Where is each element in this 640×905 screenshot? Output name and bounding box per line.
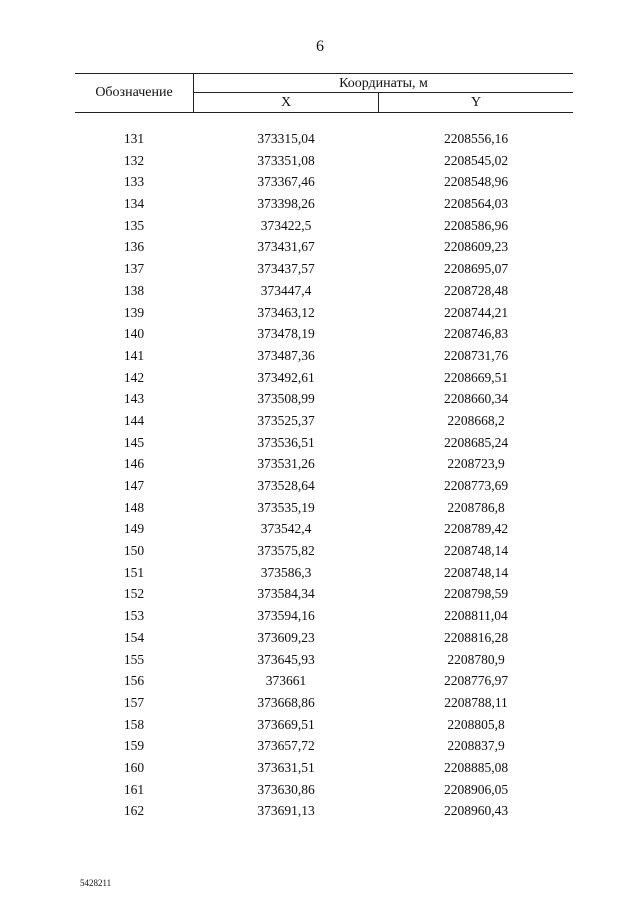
y-coordinate-cell: 2208805,8	[447, 716, 505, 732]
x-coordinate-cell: 373669,51	[257, 716, 315, 732]
table-row	[75, 410, 573, 432]
x-coordinate-cell: 373609,23	[257, 629, 315, 645]
x-coordinate-cell: 373525,37	[257, 412, 315, 428]
y-coordinate-cell: 2208798,59	[443, 586, 509, 602]
table-row	[75, 258, 573, 280]
designation-cell: 144	[123, 412, 145, 428]
y-coordinate-cell: 2208811,04	[444, 608, 508, 624]
x-coordinate-cell: 373594,16	[257, 608, 315, 624]
designation-cell: 158	[123, 716, 145, 732]
x-coordinate-cell: 373668,86	[257, 694, 315, 710]
x-coordinate-cell: 373447,4	[260, 282, 312, 298]
coordinates-table-body	[75, 128, 573, 822]
table-row	[75, 302, 573, 324]
table-row	[75, 323, 573, 345]
table-row	[75, 692, 573, 714]
table-row	[75, 735, 573, 757]
x-coordinate-cell: 373351,08	[257, 152, 315, 168]
designation-cell: 142	[123, 369, 145, 385]
table-row	[75, 627, 573, 649]
y-coordinate-cell: 2208660,34	[443, 391, 509, 407]
table-row	[75, 453, 573, 475]
x-coordinate-cell: 373631,51	[257, 759, 315, 775]
designation-cell: 146	[123, 456, 145, 472]
y-coordinate-cell: 2208685,24	[443, 434, 509, 450]
y-coordinate-cell: 2208668,2	[447, 412, 505, 428]
page-number: 6	[316, 38, 324, 55]
table-row	[75, 171, 573, 193]
table-row	[75, 518, 573, 540]
x-coordinate-cell: 373437,57	[257, 261, 315, 277]
designation-cell: 152	[123, 586, 145, 602]
table-row	[75, 367, 573, 389]
x-coordinate-cell: 373422,5	[260, 217, 312, 233]
table-row	[75, 475, 573, 497]
table-row	[75, 432, 573, 454]
table-row	[75, 388, 573, 410]
designation-cell: 148	[123, 499, 145, 515]
x-coordinate-cell: 373535,19	[257, 499, 315, 515]
table-row	[75, 605, 573, 627]
x-coordinate-cell: 373542,4	[260, 521, 312, 537]
designation-cell: 149	[123, 521, 145, 537]
table-row	[75, 562, 573, 584]
designation-cell: 135	[123, 217, 145, 233]
table-row	[75, 128, 573, 150]
x-coordinate-cell: 373315,04	[257, 131, 315, 146]
table-row	[75, 193, 573, 215]
table-row	[75, 497, 573, 519]
designation-cell: 132	[123, 152, 145, 168]
y-coordinate-cell: 2208789,42	[443, 521, 509, 537]
designation-cell: 136	[123, 239, 145, 255]
table-row	[75, 540, 573, 562]
x-coordinate-cell: 373531,26	[257, 456, 315, 472]
designation-cell: 162	[123, 803, 145, 819]
y-coordinate-cell: 2208564,03	[443, 196, 509, 212]
table-row	[75, 757, 573, 779]
coordinates-column-header: Координаты, м	[194, 75, 573, 93]
footer-code: 5428211	[80, 878, 112, 888]
x-coordinate-cell: 373492,61	[257, 369, 315, 385]
designation-cell: 131	[123, 131, 145, 146]
designation-cell: 137	[123, 261, 145, 277]
y-coordinate-cell: 2208816,28	[443, 629, 509, 645]
y-coordinate-cell: 2208669,51	[443, 369, 509, 385]
x-column-header: X	[194, 93, 379, 112]
y-coordinate-cell: 2208906,05	[443, 781, 509, 797]
x-coordinate-cell: 373584,34	[257, 586, 315, 602]
y-coordinate-cell: 2208788,11	[444, 694, 508, 710]
table-row	[75, 779, 573, 801]
x-coordinate-cell: 373691,13	[257, 803, 315, 819]
y-coordinate-cell: 2208786,8	[447, 499, 505, 515]
designation-cell: 153	[123, 608, 145, 624]
x-coordinate-cell: 373478,19	[257, 326, 315, 342]
y-coordinate-cell: 2208744,21	[443, 304, 509, 320]
x-coordinate-cell: 373398,26	[257, 196, 315, 212]
y-coordinate-cell: 2208548,96	[443, 174, 509, 190]
table-row	[75, 345, 573, 367]
table-row	[75, 714, 573, 736]
x-coordinate-cell: 373645,93	[257, 651, 315, 667]
y-coordinate-cell: 2208746,83	[443, 326, 509, 342]
x-coordinate-cell: 373431,67	[257, 239, 315, 255]
y-coordinate-cell: 2208776,97	[443, 673, 509, 689]
designation-cell: 139	[123, 304, 145, 320]
y-coordinate-cell: 2208545,02	[443, 152, 509, 168]
y-coordinate-cell: 2208695,07	[443, 261, 509, 277]
x-coordinate-cell: 373586,3	[260, 564, 312, 580]
y-coordinate-cell: 2208748,14	[443, 543, 509, 559]
y-coordinate-cell: 2208609,23	[443, 239, 509, 255]
designation-cell: 141	[123, 347, 145, 363]
table-row	[75, 215, 573, 237]
y-column-header: Y	[470, 95, 482, 110]
x-coordinate-cell: 373463,12	[257, 304, 315, 320]
y-coordinate-cell: 2208748,14	[443, 564, 509, 580]
designation-cell: 155	[123, 651, 145, 667]
designation-cell: 140	[123, 326, 145, 342]
table-row	[75, 583, 573, 605]
x-coordinate-cell: 373528,64	[257, 478, 315, 493]
table-row	[75, 236, 573, 258]
designation-cell: 147	[123, 478, 145, 493]
designation-cell: 160	[123, 759, 145, 775]
designation-cell: 150	[123, 543, 145, 559]
table-row	[75, 649, 573, 671]
designation-cell: 161	[123, 781, 145, 797]
y-coordinate-cell: 2208773,69	[443, 478, 509, 493]
y-coordinate-cell: 2208556,16	[443, 131, 509, 146]
x-coordinate-cell: 373536,51	[257, 434, 315, 450]
designation-column-header: Обозначение	[75, 74, 194, 112]
y-coordinate-cell: 2208960,43	[443, 803, 509, 819]
x-coordinate-cell: 373630,86	[257, 781, 315, 797]
x-coordinate-cell: 373661	[265, 673, 307, 689]
designation-cell: 134	[123, 196, 145, 212]
x-coordinate-cell: 373657,72	[257, 738, 315, 754]
designation-cell: 157	[123, 694, 145, 710]
x-coordinate-cell: 373367,46	[257, 174, 315, 190]
table-row	[75, 800, 573, 822]
y-coordinate-cell: 2208885,08	[443, 759, 509, 775]
y-coordinate-cell: 2208780,9	[447, 651, 505, 667]
y-coordinate-cell: 2208837,9	[447, 738, 505, 754]
table-row	[75, 670, 573, 692]
x-coordinate-cell: 373575,82	[257, 543, 315, 559]
designation-cell: 133	[123, 174, 145, 190]
designation-cell: 151	[123, 564, 145, 580]
designation-cell: 138	[123, 282, 145, 298]
x-coordinate-cell: 373508,99	[257, 391, 315, 407]
x-coordinate-cell: 373487,36	[257, 347, 315, 363]
designation-cell: 159	[123, 738, 145, 754]
designation-cell: 156	[123, 673, 145, 689]
designation-cell: 154	[123, 629, 145, 645]
designation-cell: 143	[123, 391, 145, 407]
y-coordinate-cell: 2208728,48	[443, 282, 509, 298]
table-row	[75, 280, 573, 302]
y-coordinate-cell: 2208723,9	[447, 456, 505, 472]
table-row	[75, 150, 573, 172]
table-header	[75, 73, 573, 113]
designation-cell: 145	[123, 434, 145, 450]
y-coordinate-cell: 2208731,76	[443, 347, 509, 363]
y-coordinate-cell: 2208586,96	[443, 217, 509, 233]
